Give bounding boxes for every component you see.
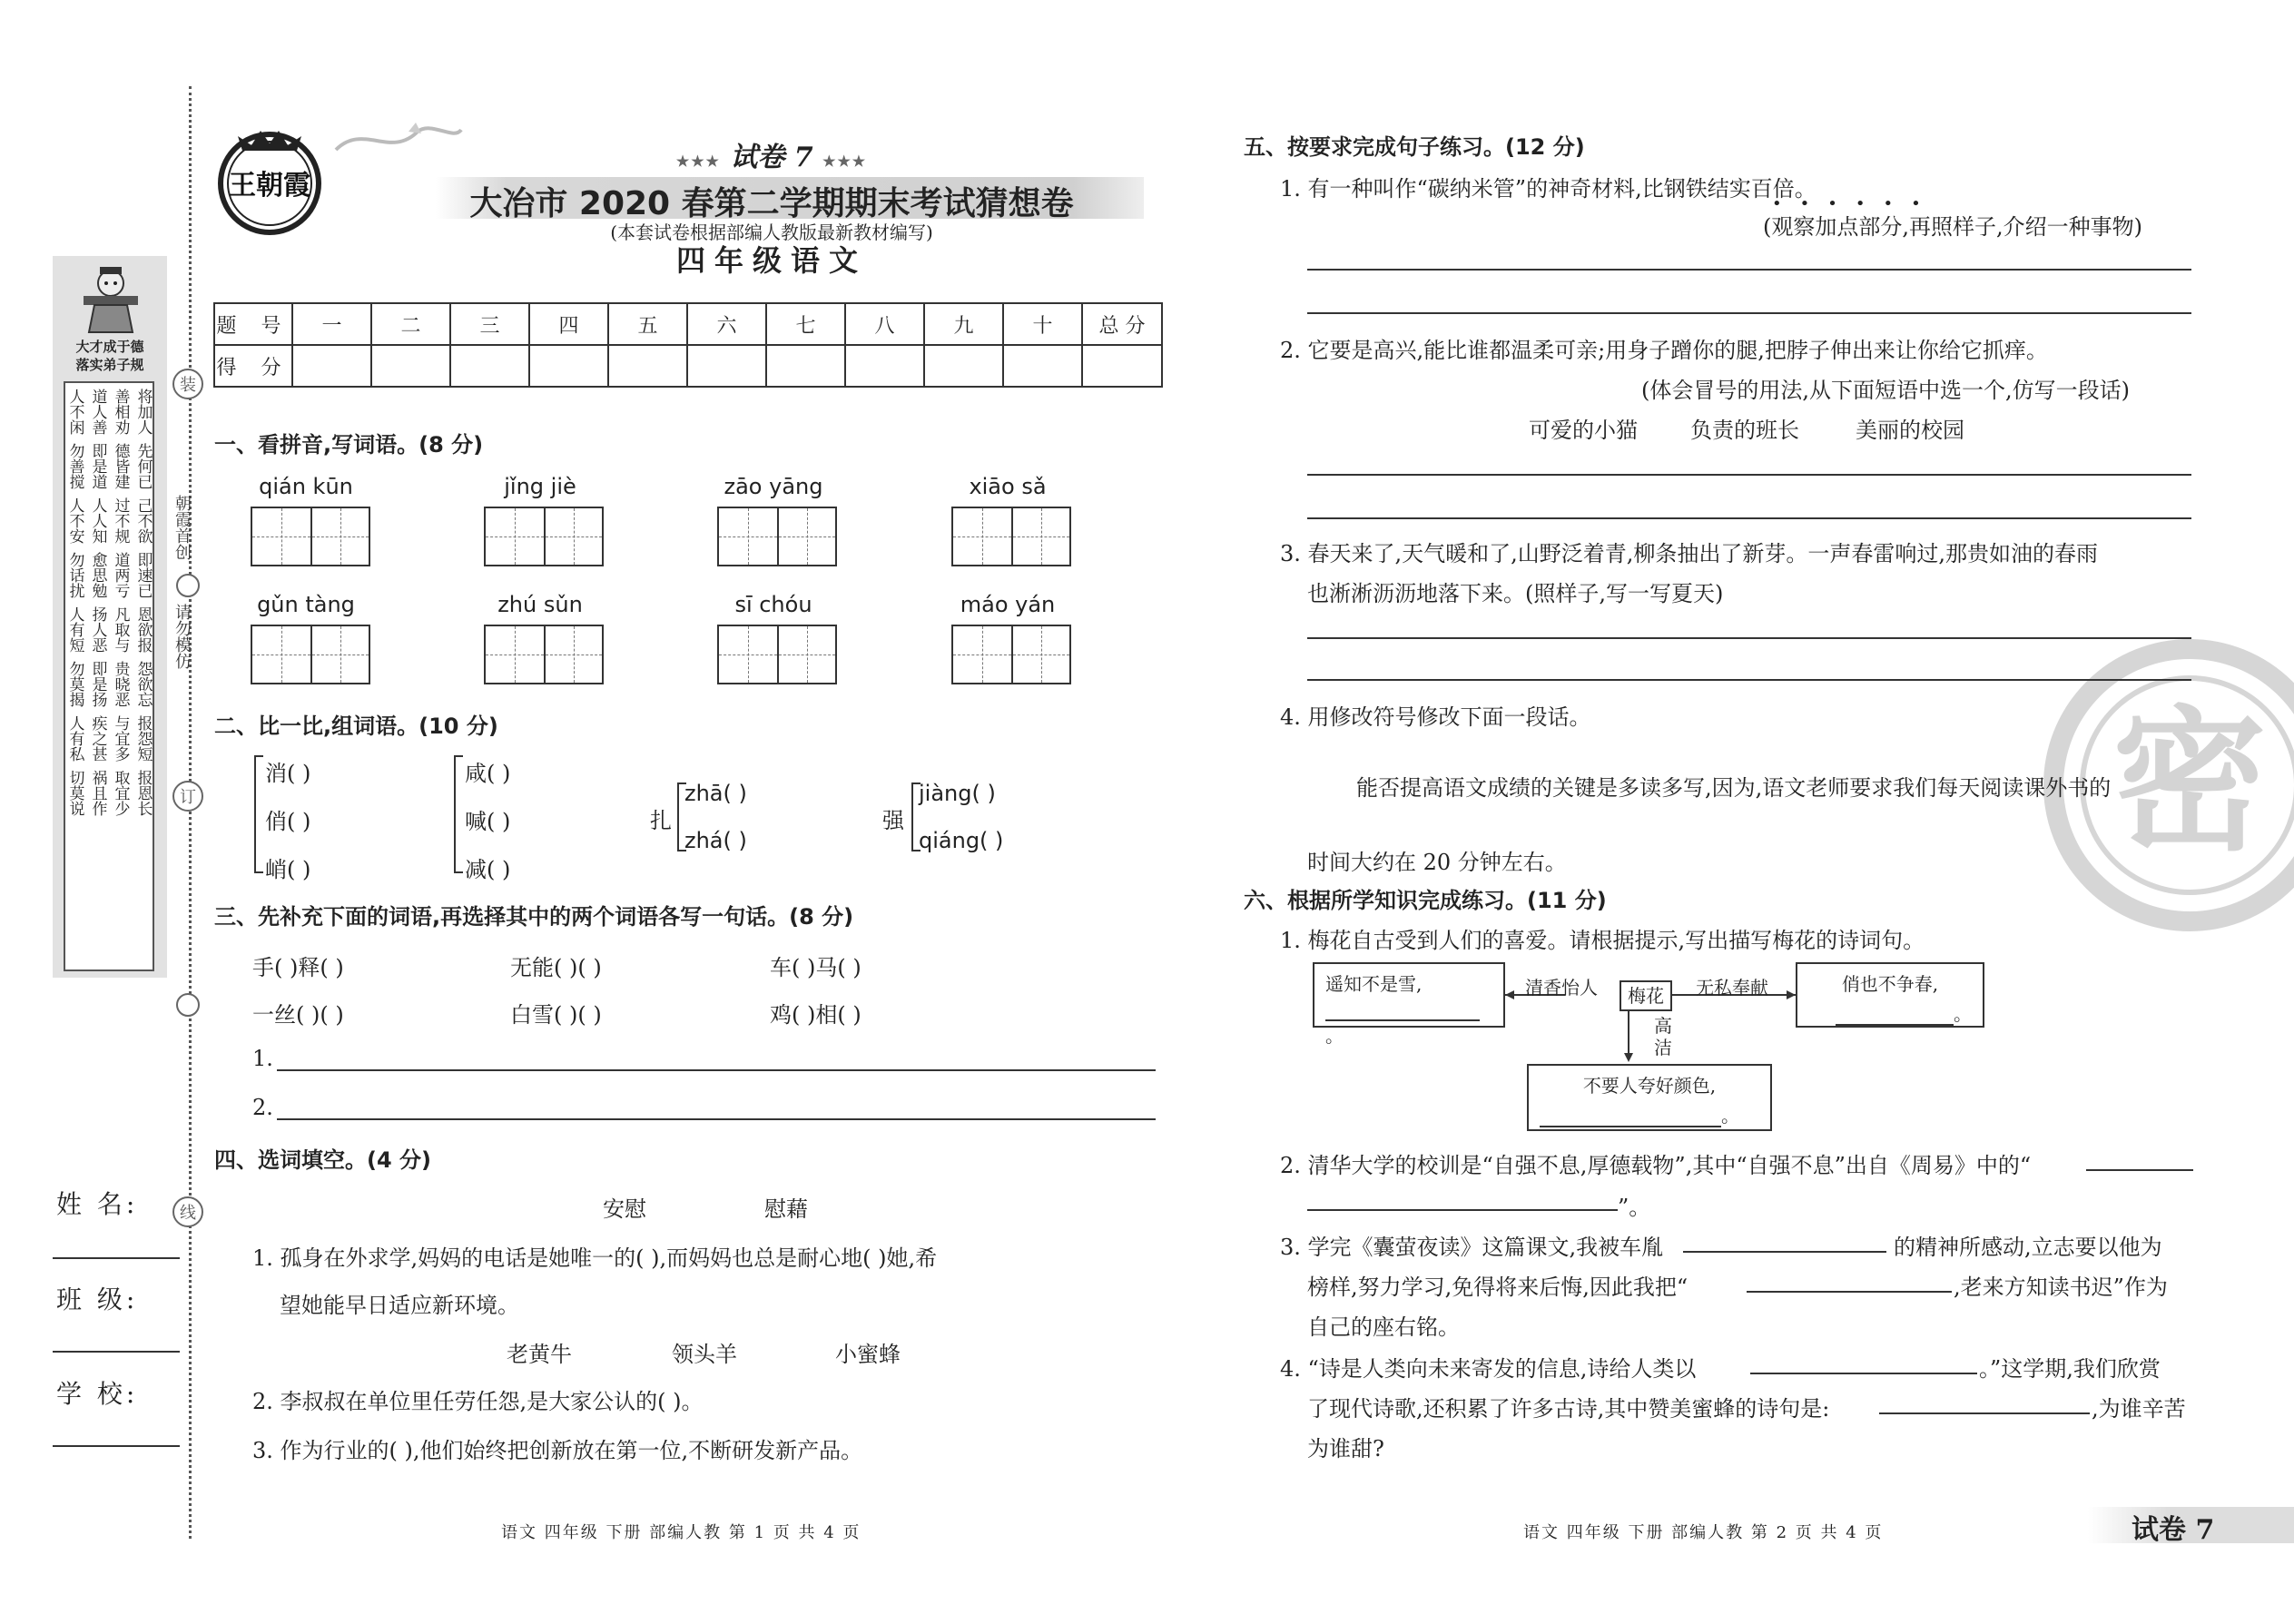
proverb-col: 德皆建 (111, 443, 130, 489)
word-item[interactable]: jiàng( ) (919, 781, 996, 806)
poem-blank[interactable] (1325, 1001, 1480, 1021)
score-cell[interactable] (450, 345, 529, 387)
proverb-group (65, 770, 153, 816)
diagram-center: 梅花 (1620, 980, 1672, 1011)
score-col-header: 九 (924, 303, 1003, 345)
proverb-col: 贵晓恶 (111, 661, 130, 707)
star-icon: ★★★ (822, 153, 868, 170)
answer-blank[interactable] (2086, 1151, 2193, 1171)
question-hint: (观察加点部分,再照样子,介绍一种事物) (1763, 214, 2142, 240)
answer-blank[interactable] (1879, 1394, 2090, 1414)
proverb-col: 即是扬 (88, 661, 107, 707)
score-cell[interactable] (1003, 345, 1082, 387)
correction-text[interactable]: 能否提高语文成绩的关键是多读多写,因为,语文老师要求我们每天阅读课外书的 (1356, 775, 2112, 801)
fill-question: 自己的座右铭。 (1307, 1314, 1460, 1340)
poem-blank[interactable] (1540, 1107, 1721, 1127)
answer-blank[interactable] (1307, 1191, 1618, 1211)
score-col-header: 十 (1003, 303, 1082, 345)
star-icon: ★★★ (675, 153, 721, 170)
idiom-item[interactable]: 手( )释( ) (252, 955, 344, 980)
fill-question: 了现代诗歌,还积累了许多古诗,其中赞美蜜蜂的诗句是: (1307, 1396, 1830, 1422)
sentence-answer-line[interactable] (277, 1118, 1156, 1120)
score-cell[interactable] (766, 345, 845, 387)
fill-question: 4. “诗是人类向未来寄发的信息,诗给人类以 (1280, 1356, 1697, 1382)
pinyin-label: jǐng jiè (504, 474, 576, 499)
motto-line: 落实弟子规 (75, 357, 144, 373)
arrow-label-right: 无私奉献 (1696, 977, 1768, 999)
proverb-col: 恩欲报 (133, 606, 153, 653)
phrase-option: 美丽的校园 (1856, 418, 1964, 443)
score-cell[interactable] (1082, 345, 1162, 387)
score-col-header: 一 (292, 303, 371, 345)
answer-line[interactable] (1307, 474, 2191, 476)
school-field[interactable] (53, 1445, 180, 1447)
pinyin-label: zāo yāng (724, 474, 823, 499)
word-item[interactable]: 喊( ) (465, 809, 511, 834)
proverb-col: 过不规 (111, 497, 130, 544)
writing-grid[interactable] (484, 507, 604, 566)
score-col-header: 七 (766, 303, 845, 345)
paper-number-heading (635, 134, 908, 174)
word-item[interactable]: zhā( ) (684, 781, 747, 806)
class-field[interactable] (53, 1351, 180, 1353)
binding-hole-icon (176, 993, 200, 1017)
proverb-col: 先何已 (133, 443, 153, 489)
poem-box-bottom[interactable]: 不要人夸好颜色, 。 (1527, 1064, 1772, 1131)
word-choice: 慰藉 (764, 1196, 808, 1222)
answer-line[interactable] (1307, 637, 2191, 639)
polyphone-char: 强 (882, 808, 904, 833)
idiom-item[interactable]: 一丝( )( ) (252, 1002, 344, 1028)
score-cell[interactable] (608, 345, 687, 387)
sentence-number: 1. (252, 1046, 273, 1071)
proverb-col: 人有私 (65, 715, 84, 762)
answer-blank[interactable] (1750, 1354, 1977, 1374)
proverb-col: 道两亏 (111, 552, 130, 598)
answer-line[interactable] (1307, 517, 2191, 519)
svg-text:王朝霞: 王朝霞 (229, 170, 310, 202)
writing-grid[interactable] (717, 507, 837, 566)
fill-question[interactable]: 3. 作为行业的( ),他们始终把创新放在第一位,不断研发新产品。 (252, 1438, 863, 1463)
proverb-group (65, 497, 153, 544)
proverb-col: 怨欲忘 (133, 661, 153, 707)
proverb-group (65, 606, 153, 653)
score-cell[interactable] (371, 345, 450, 387)
word-item[interactable]: qiáng( ) (919, 828, 1004, 853)
bracket (254, 755, 263, 873)
score-table-score-row (214, 345, 1162, 387)
proverb-col: 己不欲 (133, 497, 153, 544)
score-col-header: 总 分 (1082, 303, 1162, 345)
proverb-col: 凡取与 (111, 606, 130, 653)
score-col-header: 五 (608, 303, 687, 345)
proverb-col: 扬人恶 (88, 606, 107, 653)
sentence-question: 2. 它要是高兴,能比谁都温柔可亲;用身子蹭你的腿,把脖子伸出来让你给它抓痒。 (1280, 338, 2048, 363)
grade-subject: 四年级语文 (675, 243, 867, 278)
score-col-header: 四 (529, 303, 608, 345)
score-cell[interactable] (924, 345, 1003, 387)
corner-paper-number: 试卷 7 (2132, 1514, 2215, 1546)
proverb-col: 愈思勉 (88, 552, 107, 598)
proverb-group (65, 389, 153, 435)
proverb-col: 报怨短 (133, 715, 153, 762)
section3-title: 三、先补充下面的词语,再选择其中的两个词语各写一句话。(8 分) (214, 904, 854, 930)
poem-line: 俏也不争春, (1841, 973, 1939, 995)
proverb-col: 人不闲 (65, 389, 84, 435)
fill-question: ,为谁辛苦 (2092, 1396, 2186, 1422)
emphasis-dots: •••••• (1772, 194, 1939, 213)
phrase-option: 负责的班长 (1690, 418, 1799, 443)
brand-logo-icon (211, 120, 329, 238)
proverb-box (64, 381, 154, 971)
proverb-col: 取宜少 (111, 770, 130, 816)
writing-grid[interactable] (484, 625, 604, 684)
proverb-col: 人不安 (65, 497, 84, 544)
score-cell[interactable] (845, 345, 924, 387)
proverb-group (65, 552, 153, 598)
poem-line: 遥知不是雪, (1325, 973, 1423, 995)
class-label: 班 级: (56, 1284, 139, 1314)
exam-subtitle: (本套试卷根据部编人教版最新教材编写) (610, 221, 933, 243)
paper-number: 试卷 7 (730, 142, 813, 173)
fill-question: ”。 (1618, 1195, 1651, 1220)
pinyin-label: gǔn tàng (257, 592, 355, 617)
phrase-option: 可爱的小猫 (1529, 418, 1638, 443)
idiom-item[interactable]: 车( )马( ) (770, 955, 861, 980)
pinyin-label: qián kūn (259, 474, 353, 499)
proverb-col: 人人知 (88, 497, 107, 544)
proverb-group (65, 443, 153, 489)
binding-mark-middle: 订 (172, 781, 203, 812)
fill-question: 2. 清华大学的校训是“自强不息,厚德载物”,其中“自强不息”出自《周易》中的“ (1280, 1153, 2032, 1178)
pinyin-label: zhú sǔn (497, 592, 583, 617)
answer-line[interactable] (1307, 312, 2191, 314)
proverb-group (65, 715, 153, 762)
fill-question[interactable]: 2. 李叔叔在单位里任劳任怨,是大家公认的( )。 (252, 1389, 704, 1414)
proverb-col: 报恩长 (133, 770, 153, 816)
poem-blank[interactable] (1836, 1006, 1954, 1026)
idiom-item[interactable]: 无能( )( ) (510, 955, 602, 980)
bracket (454, 755, 463, 873)
proverb-col: 切莫说 (65, 770, 84, 816)
fill-question: ,老来方知读书迟”作为 (1954, 1275, 2168, 1300)
arrow-label-left: 清香怡人 (1525, 977, 1598, 999)
section2-title: 二、比一比,组词语。(10 分) (214, 714, 498, 739)
section6-title: 六、根据所学知识完成练习。(11 分) (1244, 888, 1607, 913)
proverb-col: 即是道 (88, 443, 107, 489)
proverb-col: 与宜多 (111, 715, 130, 762)
word-choice: 领头羊 (672, 1342, 737, 1367)
writing-grid[interactable] (251, 507, 370, 566)
proverb-col: 善相劝 (111, 389, 130, 435)
answer-line[interactable] (1307, 269, 2191, 271)
answer-line[interactable] (1307, 679, 2191, 681)
proverb-col: 勿话扰 (65, 552, 84, 598)
score-table-header-row (214, 303, 1162, 345)
word-choice: 小蜜蜂 (835, 1342, 901, 1367)
proverb-col: 即速已 (133, 552, 153, 598)
word-item[interactable]: 咸( ) (465, 761, 511, 786)
poem-line: 不要人夸好颜色, (1582, 1075, 1717, 1097)
score-table-row-label: 得 分 (214, 345, 292, 387)
score-col-header: 二 (371, 303, 450, 345)
binding-hole-icon (176, 574, 200, 597)
proverb-col: 勿善搅 (65, 443, 84, 489)
sentence-question: 1. 有一种叫作“碳纳米管”的神奇材料,比钢铁结实百倍。 (1280, 176, 1816, 202)
score-col-header: 八 (845, 303, 924, 345)
scholar-mascot-icon (74, 263, 147, 334)
score-table-row-label: 题 号 (214, 303, 292, 345)
polyphone-char: 扎 (650, 808, 672, 833)
binding-dotted-line (189, 86, 192, 1539)
binding-text-no-copy: 请勿模仿 (172, 604, 192, 669)
word-item[interactable]: 俏( ) (265, 809, 311, 834)
fill-question[interactable]: 1. 孤身在外求学,妈妈的电话是她唯一的( ),而妈妈也总是耐心地( )她,希 (252, 1245, 938, 1271)
score-col-header: 三 (450, 303, 529, 345)
writing-grid[interactable] (951, 507, 1071, 566)
name-label: 姓 名: (56, 1189, 139, 1219)
sidebar-motto (54, 338, 165, 374)
answer-blank[interactable] (1747, 1273, 1952, 1293)
pinyin-label: máo yán (960, 592, 1056, 617)
proverb-col: 将加人 (133, 389, 153, 435)
word-item[interactable]: 消( ) (265, 761, 311, 786)
motto-line: 大才成于德 (75, 339, 144, 355)
idiom-item[interactable]: 白雪( )( ) (510, 1002, 602, 1028)
sentence-question: 3. 春天来了,天气暖和了,山野泛着青,柳条抽出了新芽。一声春雷响过,那贵如油的春雨 (1280, 541, 2099, 566)
page-footer-right: 语文 四年级 下册 部编人教 第 2 页 共 4 页 (1523, 1523, 1884, 1542)
word-choice: 老黄牛 (507, 1342, 572, 1367)
score-cell[interactable] (687, 345, 766, 387)
binding-mark-bottom: 线 (172, 1196, 203, 1227)
answer-blank[interactable] (1683, 1233, 1886, 1253)
section4-title: 四、选词填空。(4 分) (214, 1147, 431, 1173)
word-item[interactable]: 减( ) (465, 857, 511, 882)
word-item[interactable]: 峭( ) (265, 857, 311, 882)
poem-box-left[interactable]: 遥知不是雪, 。 (1313, 962, 1505, 1028)
proverb-col: 道人善 (88, 389, 107, 435)
word-item[interactable]: zhá( ) (684, 828, 747, 853)
fill-question: 望她能早日适应新环境。 (280, 1293, 519, 1318)
fill-question: 为谁甜? (1307, 1436, 1384, 1462)
proverb-col: 勿莫揭 (65, 661, 84, 707)
question-hint: (体会冒号的用法,从下面短语中选一个,仿写一段话) (1641, 378, 2130, 403)
sentence-answer-line[interactable] (277, 1069, 1156, 1071)
score-table (213, 302, 1163, 388)
fill-question: 3. 学完《囊萤夜读》这篇课文,我被车胤 (1280, 1235, 1664, 1260)
correction-text[interactable]: 时间大约在 20 分钟左右。 (1307, 850, 1567, 875)
name-field[interactable] (53, 1257, 180, 1259)
sentence-number: 2. (252, 1095, 273, 1120)
fill-question: 的精神所感动,立志要以他为 (1894, 1235, 2162, 1260)
poem-box-right[interactable]: 俏也不争春, 。 (1796, 962, 1984, 1028)
writing-grid[interactable] (951, 625, 1071, 684)
score-cell[interactable] (529, 345, 608, 387)
binding-text-original: 朝霞首创 (172, 495, 192, 560)
binding-mark-top: 装 (172, 369, 203, 399)
svg-text:密: 密 (2112, 693, 2268, 872)
writing-grid[interactable] (251, 625, 370, 684)
word-choice: 安慰 (603, 1196, 646, 1222)
fill-question: 榜样,努力学习,免得将来后悔,因此我把“ (1307, 1275, 1689, 1300)
school-label: 学 校: (56, 1379, 139, 1409)
fill-question: 。”这学期,我们欣赏 (1979, 1356, 2161, 1382)
score-cell[interactable] (292, 345, 371, 387)
sentence-question: 4. 用修改符号修改下面一段话。 (1280, 704, 1591, 730)
ribbon-decoration-icon (327, 113, 463, 168)
sentence-question: 也淅淅沥沥地落下来。(照样子,写一写夏天) (1307, 581, 1724, 606)
proverb-col: 人有短 (65, 606, 84, 653)
section5-title: 五、按要求完成句子练习。(12 分) (1244, 134, 1585, 160)
proverb-group (65, 661, 153, 707)
pinyin-label: sī chóu (734, 592, 812, 617)
score-col-header: 六 (687, 303, 766, 345)
pinyin-label: xiāo sǎ (969, 474, 1047, 499)
writing-grid[interactable] (717, 625, 837, 684)
page-footer-left: 语文 四年级 下册 部编人教 第 1 页 共 4 页 (501, 1523, 861, 1542)
proverb-col: 祸且作 (88, 770, 107, 816)
exam-title: 大冶市 2020 春第二学期期末考试猜想卷 (469, 185, 1074, 222)
arrow-label-bottom: 高洁 (1654, 1015, 1672, 1058)
section1-title: 一、看拼音,写词语。(8 分) (214, 432, 484, 458)
idiom-item[interactable]: 鸡( )相( ) (770, 1002, 861, 1028)
poem-question: 1. 梅花自古受到人们的喜爱。请根据提示,写出描写梅花的诗词句。 (1280, 928, 1925, 953)
proverb-col: 疾之甚 (88, 715, 107, 762)
